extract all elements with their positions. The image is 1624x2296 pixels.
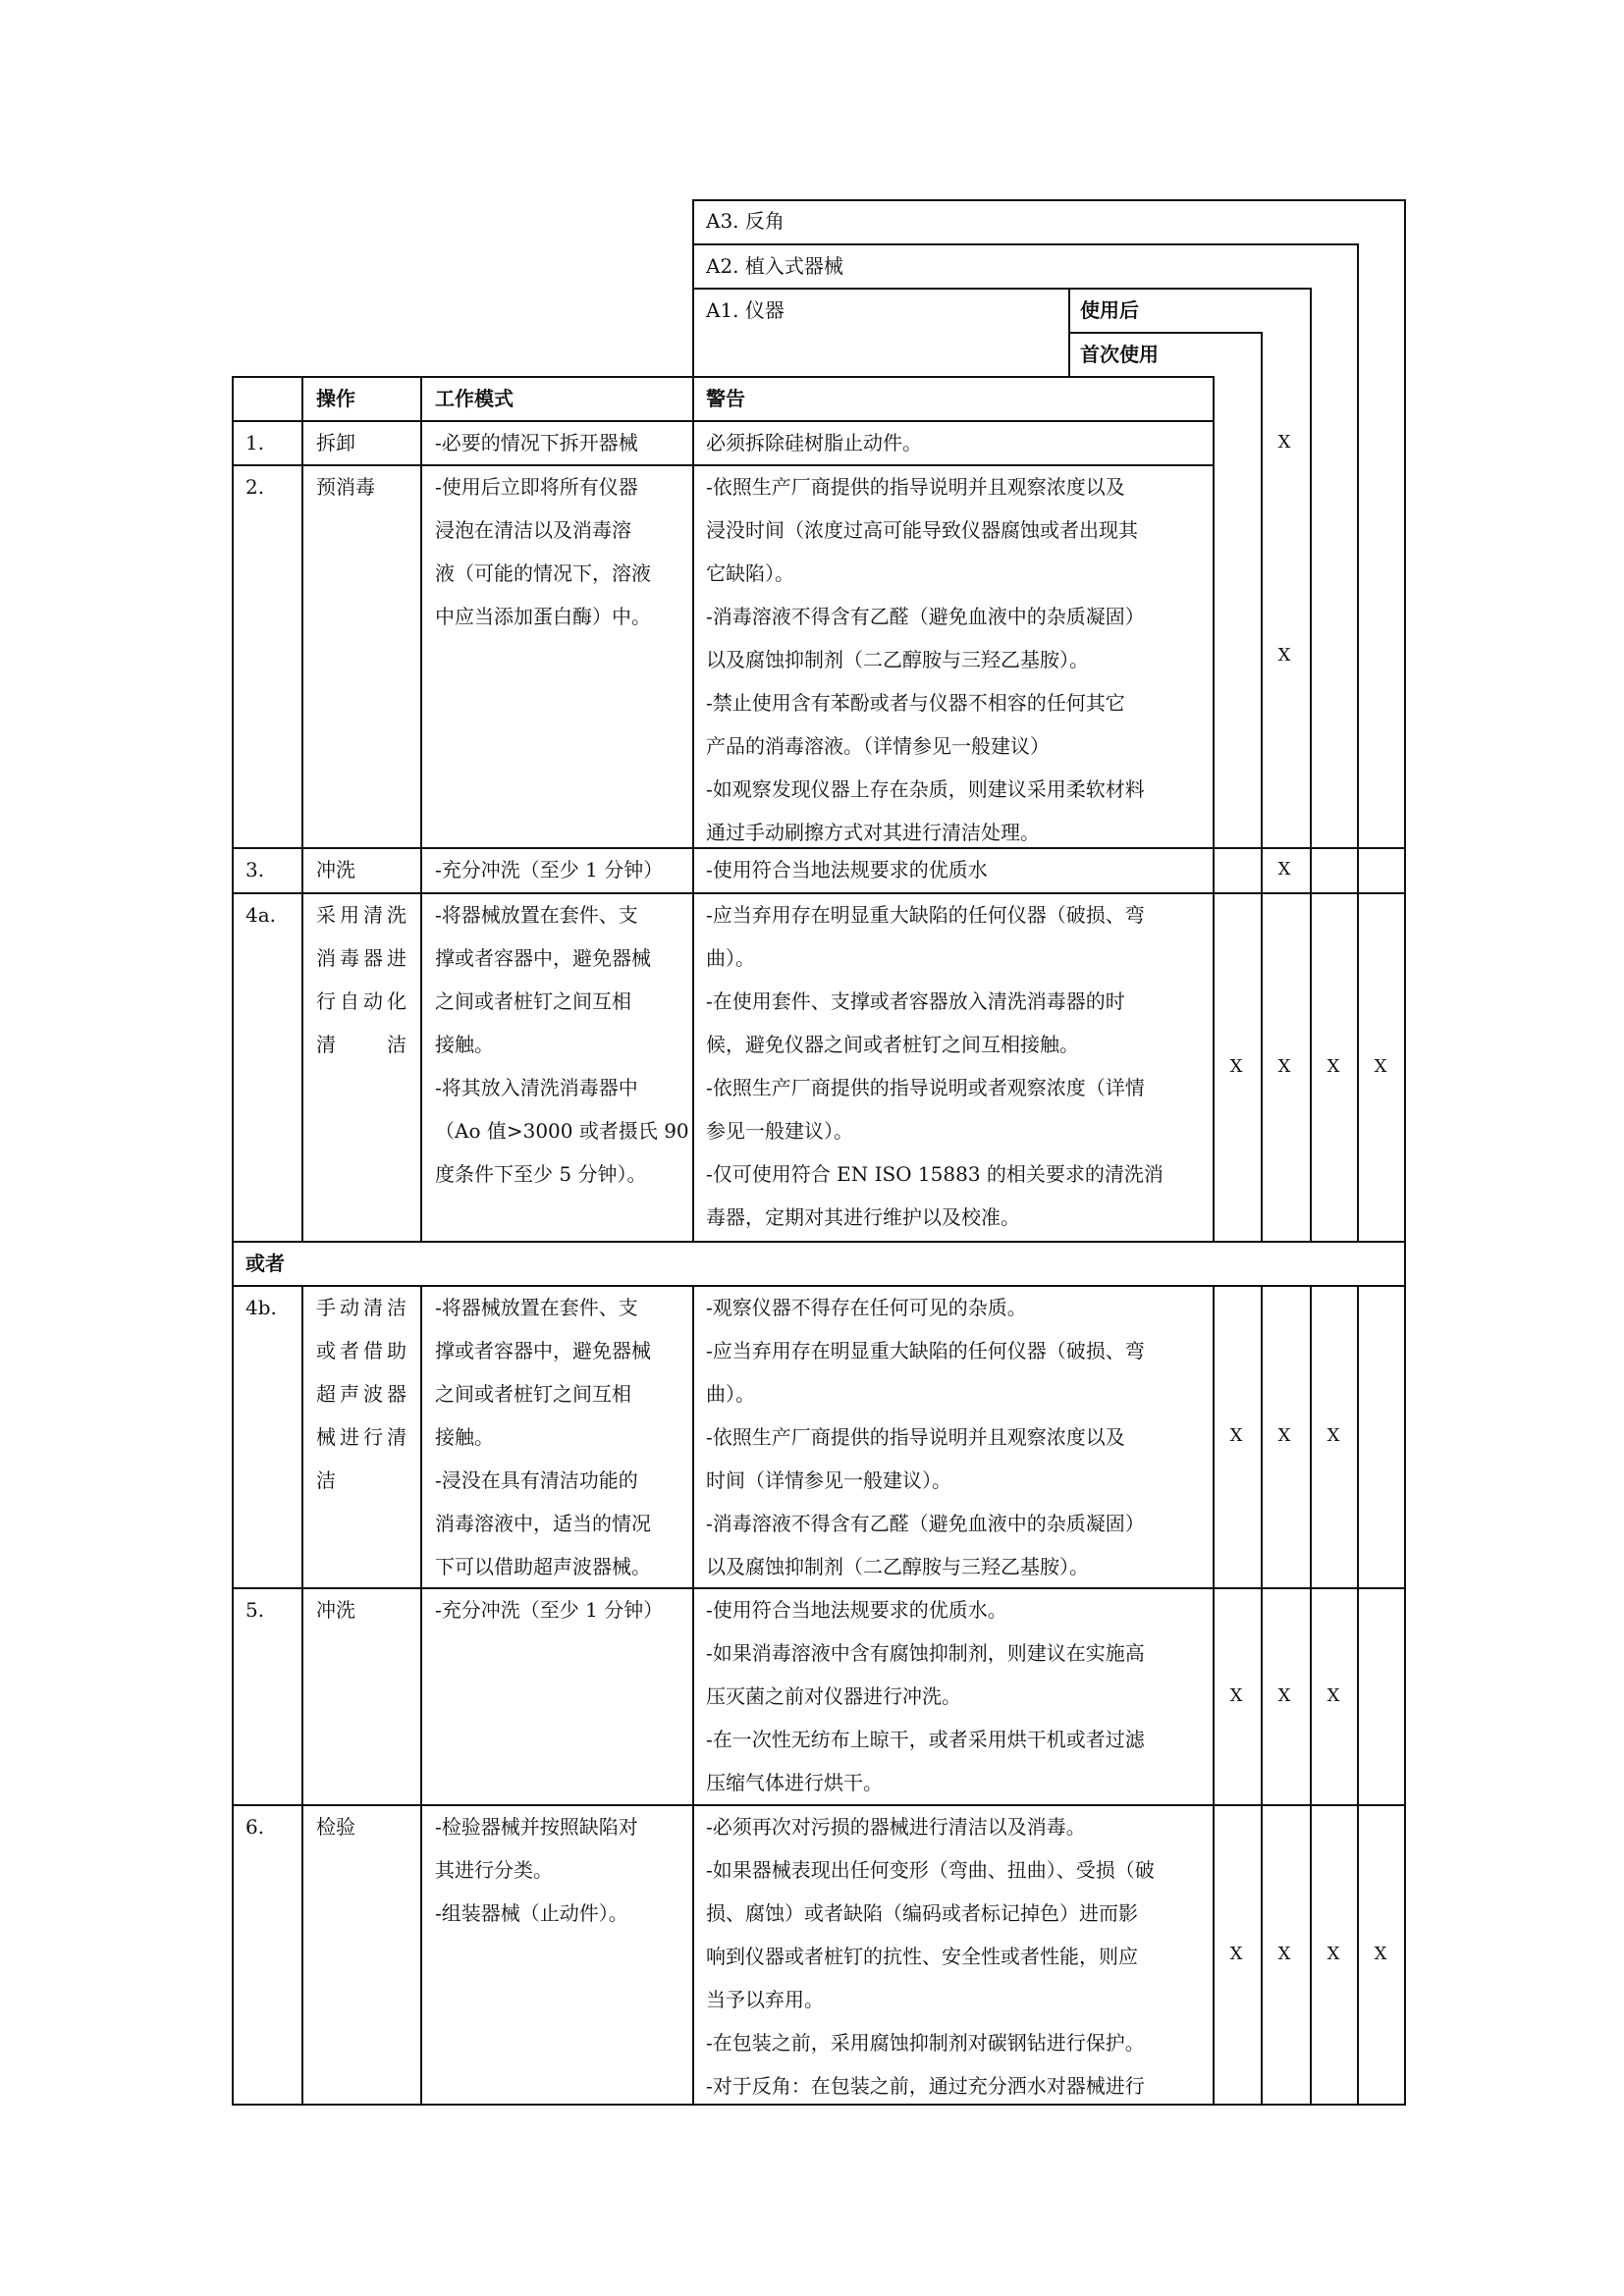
mode-cell-line: 撑或者容器中，避免器械 <box>435 1339 651 1362</box>
mode-cell-line: -检验器械并按照缺陷对 <box>435 1815 638 1839</box>
row-number: 2. <box>245 475 265 499</box>
row-number: 1. <box>245 431 265 454</box>
mode-cell-line: 消毒溶液中，适当的情况 <box>435 1512 651 1535</box>
warning-cell-line: 响到仪器或者桩钉的抗性、安全性或者性能，则应 <box>706 1945 1138 1968</box>
check-mark: X <box>1277 431 1291 453</box>
column-operation: 操作 <box>316 387 355 410</box>
warning-cell-line: -观察仪器不得存在任何可见的杂质。 <box>706 1296 1027 1319</box>
mode-cell-line: -将器械放置在套件、支 <box>435 1296 638 1319</box>
header-after-use: 使用后 <box>1080 298 1139 322</box>
header-a3: A3. 反角 <box>706 209 785 233</box>
warning-cell-line: -应当弃用存在明显重大缺陷的任何仪器（破损、弯 <box>706 1339 1145 1362</box>
row-number: 6. <box>245 1815 265 1839</box>
warning-cell-line: 毒器，定期对其进行维护以及校准。 <box>706 1205 1020 1229</box>
mode-cell <box>435 1286 680 1588</box>
operation-cell-line: 洁 <box>316 1468 336 1492</box>
operation-cell-line: 冲洗 <box>316 858 355 881</box>
warning-cell-line: -应当弃用存在明显重大缺陷的任何仪器（破损、弯 <box>706 903 1145 927</box>
column-mode: 工作模式 <box>435 387 514 410</box>
operation-cell-line: 消毒器进 <box>316 946 406 970</box>
warning-cell-line: -消毒溶液不得含有乙醛（避免血液中的杂质凝固） <box>706 1512 1145 1535</box>
grid-line <box>1404 199 1406 2106</box>
warning-cell-line: 参见一般建议）。 <box>706 1119 853 1143</box>
operation-cell <box>316 848 406 891</box>
warning-cell-line: 压灭菌之前对仪器进行冲洗。 <box>706 1684 961 1708</box>
warning-cell-line: 曲）。 <box>706 946 755 970</box>
warning-cell-line: 时间（详情参见一般建议）。 <box>706 1468 951 1492</box>
separator-label: 或者 <box>245 1252 285 1275</box>
grid-line <box>420 376 422 1243</box>
mode-cell-line: 浸泡在清洁以及消毒溶 <box>435 518 631 542</box>
warning-cell-line: 候，避免仪器之间或者桩钉之间互相接触。 <box>706 1033 1079 1056</box>
warning-cell-line: 它缺陷）。 <box>706 561 794 585</box>
mode-cell-line: -组装器械（止动件）。 <box>435 1901 628 1925</box>
mode-cell <box>435 465 680 638</box>
operation-cell-line: 械进行清 <box>316 1425 406 1449</box>
header-a1: A1. 仪器 <box>706 298 785 322</box>
mode-cell <box>435 893 689 1196</box>
warning-cell-line: -禁止使用含有苯酚或者与仪器不相容的任何其它 <box>706 691 1125 715</box>
mode-cell-line: -充分冲洗（至少 1 分钟） <box>435 1598 664 1622</box>
warning-cell-line: -在包装之前，采用腐蚀抑制剂对碳钢钻进行保护。 <box>706 2031 1145 2055</box>
header-first-use: 首次使用 <box>1080 343 1159 366</box>
warning-cell-line: 通过手动刷擦方式对其进行清洁处理。 <box>706 821 1040 844</box>
operation-cell <box>316 1286 406 1502</box>
check-mark: X <box>1326 1055 1340 1077</box>
check-mark: X <box>1277 1684 1291 1706</box>
check-mark: X <box>1277 859 1291 880</box>
warning-cell-line: 以及腐蚀抑制剂（二乙醇胺与三羟乙基胺）。 <box>706 1555 1089 1578</box>
grid-line <box>301 376 303 1243</box>
row-number: 5. <box>245 1598 265 1622</box>
mode-cell-line: （Ao 值>3000 或者摄氏 90 <box>435 1119 689 1143</box>
grid-line <box>420 1285 422 2106</box>
operation-cell-line: 冲洗 <box>316 1598 355 1622</box>
mode-cell <box>435 1588 680 1631</box>
operation-cell <box>316 421 406 464</box>
warning-cell-line: 以及腐蚀抑制剂（二乙醇胺与三羟乙基胺）。 <box>706 648 1089 671</box>
warning-cell-line: -在一次性无纺布上晾干，或者采用烘干机或者过滤 <box>706 1728 1145 1751</box>
row-number: 4b. <box>245 1296 277 1319</box>
check-mark: X <box>1374 1055 1387 1077</box>
check-mark: X <box>1326 1943 1340 1964</box>
check-mark: X <box>1229 1943 1243 1964</box>
operation-cell-line: 检验 <box>316 1815 355 1839</box>
mode-cell <box>435 1805 680 1935</box>
mode-cell-line: 液（可能的情况下，溶液 <box>435 561 651 585</box>
warning-cell <box>706 465 1202 854</box>
warning-cell-line: -使用符合当地法规要求的优质水。 <box>706 1598 1007 1622</box>
operation-cell-line: 预消毒 <box>316 475 375 499</box>
grid-line <box>1310 288 1312 2106</box>
mode-cell-line: -将其放入清洗消毒器中 <box>435 1076 638 1099</box>
column-warning: 警告 <box>706 387 745 410</box>
warning-cell-line: -仅可使用符合 EN ISO 15883 的相关要求的清洗消 <box>706 1162 1164 1186</box>
mode-cell-line: 下可以借助超声波器械。 <box>435 1555 651 1578</box>
row-number: 3. <box>245 858 265 881</box>
mode-cell <box>435 848 680 891</box>
operation-cell <box>316 1588 406 1631</box>
check-mark: X <box>1326 1684 1340 1706</box>
separator-row-background <box>234 1243 1404 1285</box>
operation-cell <box>316 893 406 1066</box>
mode-cell-line: 之间或者桩钉之间互相 <box>435 989 631 1013</box>
mode-cell-line: 度条件下至少 5 分钟）。 <box>435 1162 647 1186</box>
grid-line <box>692 199 694 2106</box>
check-mark: X <box>1277 1943 1291 1964</box>
warning-cell-line: 损、腐蚀）或者缺陷（编码或者标记掉色）进而影 <box>706 1901 1138 1925</box>
warning-cell-line: 产品的消毒溶液。（详情参见一般建议） <box>706 734 1050 758</box>
warning-cell-line: 曲）。 <box>706 1382 755 1406</box>
operation-cell-line: 行自动化 <box>316 989 406 1013</box>
check-mark: X <box>1277 1055 1291 1077</box>
warning-cell-line: -必须再次对污损的器械进行清洁以及消毒。 <box>706 1815 1086 1839</box>
warning-cell-line: -在使用套件、支撑或者容器放入清洗消毒器的时 <box>706 989 1125 1013</box>
warning-cell <box>706 1805 1202 2108</box>
check-mark: X <box>1229 1055 1243 1077</box>
mode-cell <box>435 421 680 464</box>
grid-line <box>692 199 1406 201</box>
header-a2: A2. 植入式器械 <box>706 254 843 278</box>
grid-line <box>1357 243 1359 2106</box>
warning-cell-line: -依照生产厂商提供的指导说明并且观察浓度以及 <box>706 475 1125 499</box>
warning-cell-line: -如观察发现仪器上存在杂质，则建议采用柔软材料 <box>706 777 1145 801</box>
mode-cell-line: 接触。 <box>435 1425 494 1449</box>
mode-cell-line: 中应当添加蛋白酶）中。 <box>435 605 651 628</box>
operation-cell-line: 拆卸 <box>316 431 355 454</box>
operation-cell-line: 手动清洁 <box>316 1296 406 1319</box>
mode-cell-line: -使用后立即将所有仪器 <box>435 475 638 499</box>
warning-cell-line: 必须拆除硅树脂止动件。 <box>706 431 922 454</box>
operation-cell-line: 或者借助 <box>316 1339 406 1362</box>
check-mark: X <box>1326 1425 1340 1446</box>
warning-cell <box>706 1286 1202 1588</box>
grid-line <box>1068 288 1070 378</box>
mode-cell-line: -浸没在具有清洁功能的 <box>435 1468 638 1492</box>
warning-cell-line: -使用符合当地法规要求的优质水 <box>706 858 988 881</box>
check-mark: X <box>1277 645 1291 666</box>
warning-cell-line: -消毒溶液不得含有乙醛（避免血液中的杂质凝固） <box>706 605 1145 628</box>
mode-cell-line: -将器械放置在套件、支 <box>435 903 638 927</box>
warning-cell <box>706 1588 1202 1804</box>
mode-cell-line: 接触。 <box>435 1033 494 1056</box>
grid-line <box>692 288 1312 290</box>
row-number: 4a. <box>245 903 277 927</box>
operation-cell-line: 清洁 <box>316 1033 406 1056</box>
mode-cell-line: 其进行分类。 <box>435 1858 553 1882</box>
warning-cell-line: -依照生产厂商提供的指导说明并且观察浓度以及 <box>706 1425 1125 1449</box>
warning-cell-line: -依照生产厂商提供的指导说明或者观察浓度（详情 <box>706 1076 1145 1099</box>
warning-cell <box>706 848 1202 891</box>
operation-cell <box>316 1805 406 1848</box>
grid-line <box>301 1285 303 2106</box>
grid-line <box>1261 332 1263 2106</box>
warning-cell <box>706 893 1202 1239</box>
mode-cell-line: 之间或者桩钉之间互相 <box>435 1382 631 1406</box>
warning-cell-line: 压缩气体进行烘干。 <box>706 1771 883 1794</box>
mode-cell-line: -必要的情况下拆开器械 <box>435 431 638 454</box>
check-mark: X <box>1277 1425 1291 1446</box>
warning-cell-line: -如果消毒溶液中含有腐蚀抑制剂，则建议在实施高 <box>706 1641 1145 1665</box>
operation-cell <box>316 465 406 508</box>
check-mark: X <box>1374 1943 1387 1964</box>
operation-cell-line: 采用清洗 <box>316 903 406 927</box>
warning-cell-line: 当予以弃用。 <box>706 1988 824 2011</box>
warning-cell-line: -如果器械表现出任何变形（弯曲、扭曲）、受损（破 <box>706 1858 1155 1882</box>
warning-cell-line: 浸没时间（浓度过高可能导致仪器腐蚀或者出现其 <box>706 518 1138 542</box>
warning-cell-line: -对于反角：在包装之前，通过充分洒水对器械进行 <box>706 2074 1145 2098</box>
check-mark: X <box>1229 1425 1243 1446</box>
mode-cell-line: 撑或者容器中，避免器械 <box>435 946 651 970</box>
operation-cell-line: 超声波器 <box>316 1382 406 1406</box>
check-mark: X <box>1229 1684 1243 1706</box>
warning-cell <box>706 421 1202 464</box>
mode-cell-line: -充分冲洗（至少 1 分钟） <box>435 858 664 881</box>
